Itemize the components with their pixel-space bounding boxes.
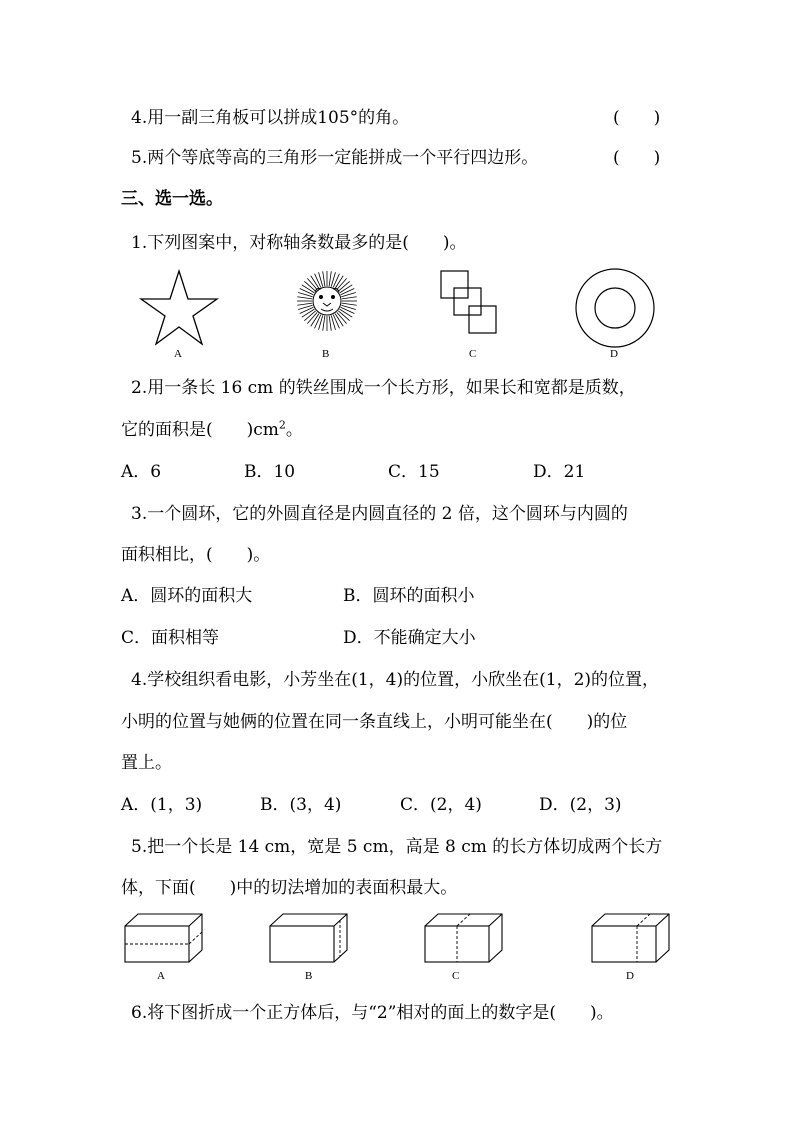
- lion-ray: [297, 297, 312, 299]
- q4-line-2: 小明的位置与她俩的位置在同一条直线上，小明可能坐在( )的位: [121, 712, 628, 732]
- q2-option-d[interactable]: D．21: [533, 462, 586, 482]
- q2-option-b[interactable]: B．10: [244, 462, 296, 482]
- lion-ray: [342, 297, 357, 299]
- q3-line-1: 3.一个圆环，它的外圆直径是内圆直径的 2 倍，这个圆环与内圆的: [131, 504, 628, 524]
- lion-ray: [329, 316, 331, 331]
- lion-ray: [342, 303, 357, 305]
- cuboid-figure-a: [124, 913, 204, 965]
- judge-question-5: 5.两个等底等高的三角形一定能拼成一个平行四边形。: [131, 148, 539, 168]
- q2-option-a[interactable]: A．6: [121, 462, 162, 482]
- q4-line-3: 置上。: [121, 753, 172, 773]
- lion-sun-figure: [296, 270, 358, 332]
- q2-line-2: [121, 419, 303, 441]
- q4-option-b[interactable]: B．(3，4): [260, 795, 342, 815]
- section-title: 三、选一选。: [121, 189, 223, 209]
- q5-label-d: D: [626, 970, 634, 982]
- q2-line-2-end: 。: [285, 420, 303, 440]
- q5-line-2: 体，下面( )中的切法增加的表面积最大。: [121, 878, 458, 898]
- q2-superscript: 2: [278, 418, 286, 432]
- q3-option-d[interactable]: D．不能确定大小: [343, 628, 476, 648]
- q3-option-a[interactable]: A．圆环的面积大: [121, 586, 253, 606]
- cuboid-figure-c: [424, 913, 504, 965]
- q4-option-c[interactable]: C．(2，4): [400, 795, 482, 815]
- q6-text: 6.将下图折成一个正方体后，与“2”相对的面上的数字是( )。: [131, 1003, 614, 1023]
- q1-text: 1.下列图案中，对称轴条数最多的是( )。: [131, 233, 467, 253]
- cuboid-figure-d: [591, 913, 671, 965]
- star-figure: [138, 268, 220, 346]
- q3-line-2: 面积相比，( )。: [121, 545, 271, 565]
- lion-ray: [323, 316, 325, 331]
- ring-figure: [575, 268, 655, 348]
- q1-label-a: A: [174, 348, 182, 360]
- q1-label-c: C: [469, 348, 477, 360]
- q3-option-b[interactable]: B．圆环的面积小: [343, 586, 475, 606]
- q4-line-1: 4.学校组织看电影，小芳坐在(1，4)的位置，小欣坐在(1，2)的位置，: [131, 670, 660, 690]
- lion-ray: [323, 271, 325, 286]
- overlapping-squares-figure: [440, 270, 502, 338]
- judge-answer-paren-5[interactable]: ( ): [613, 148, 661, 168]
- q3-option-c[interactable]: C．面积相等: [121, 628, 220, 648]
- q1-label-b: B: [322, 348, 330, 360]
- q4-option-a[interactable]: A．(1，3): [121, 795, 203, 815]
- q2-line-1: 2.用一条长 16 cm 的铁丝围成一个长方形，如果长和宽都是质数，: [131, 378, 636, 398]
- cuboid-figure-b: [269, 913, 349, 965]
- lion-ray: [329, 271, 331, 286]
- q2-option-c[interactable]: C．15: [388, 462, 440, 482]
- q5-label-a: A: [157, 970, 165, 982]
- lion-ray: [297, 303, 312, 305]
- q1-label-d: D: [610, 348, 618, 360]
- q5-label-c: C: [452, 970, 460, 982]
- judge-question-4: 4.用一副三角板可以拼成105°的角。: [131, 108, 410, 128]
- judge-answer-paren-4[interactable]: ( ): [613, 108, 661, 128]
- q2-line-2-text: 它的面积是( )cm: [121, 420, 279, 440]
- q5-line-1: 5.把一个长是 14 cm，宽是 5 cm，高是 8 cm 的长方体切成两个长方: [131, 837, 663, 857]
- q5-label-b: B: [305, 970, 313, 982]
- q4-option-d[interactable]: D．(2，3): [539, 795, 622, 815]
